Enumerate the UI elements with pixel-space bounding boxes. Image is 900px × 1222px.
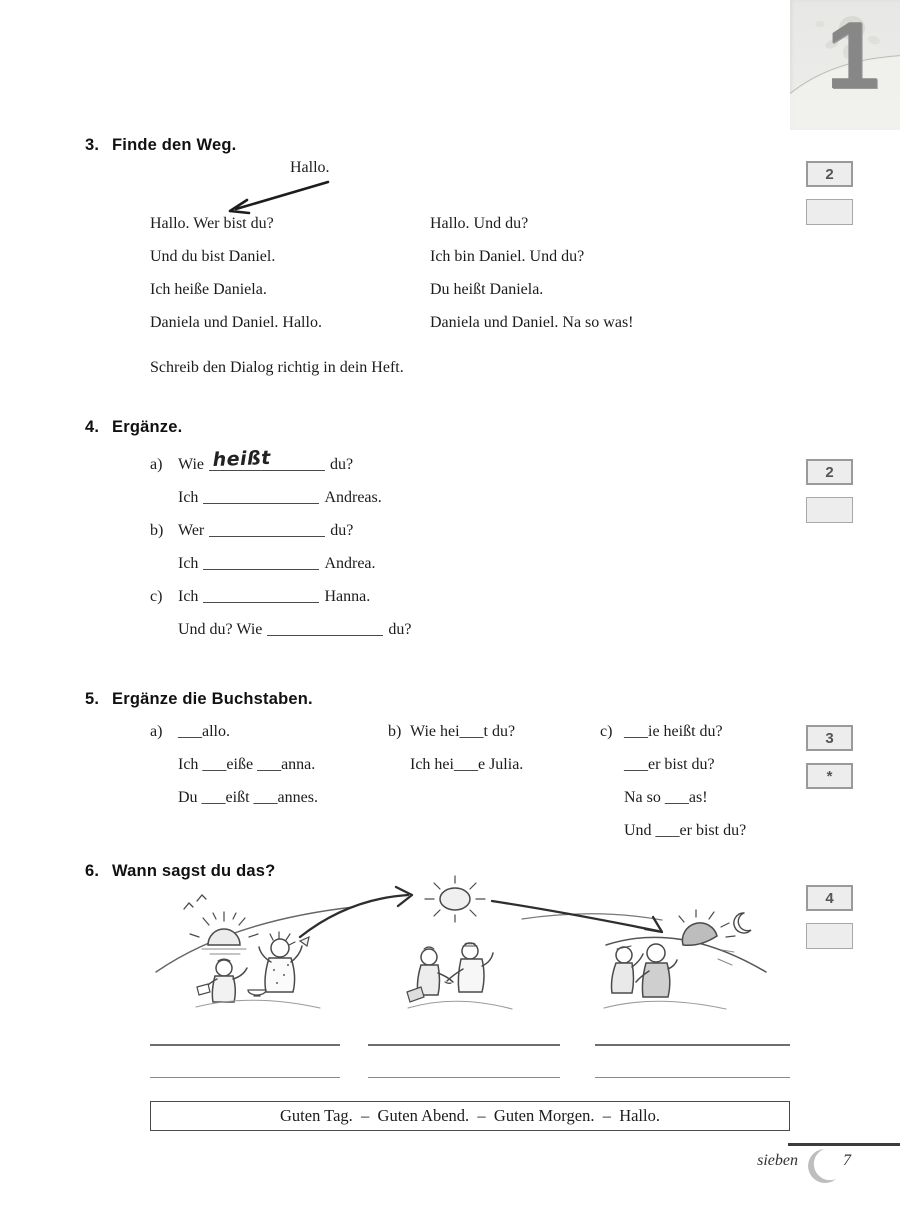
line-text: Und du? Wie: [178, 621, 263, 638]
answer-line: [150, 1077, 340, 1078]
briefcase-icon: [407, 987, 424, 1002]
line-text: Ich: [178, 555, 199, 572]
chapter-tab: [790, 0, 900, 130]
line-text: du?: [388, 621, 412, 638]
answer-line: [595, 1044, 790, 1046]
exercise-title: Ergänze die Buchstaben.: [112, 690, 313, 708]
line-text: ___ie heißt du?: [624, 723, 723, 740]
item-label: b): [150, 522, 164, 539]
dialog-line: Und du bist Daniel.: [150, 248, 276, 265]
fill-in-line: [150, 555, 376, 573]
score-box-ex5: 3: [806, 725, 853, 751]
sunrise-illustration: [156, 895, 354, 1008]
dialog-line: Hallo. Und du?: [430, 215, 529, 232]
letter-line: [150, 723, 230, 741]
exercise-5-heading: [85, 690, 845, 709]
bowl-icon: [248, 990, 266, 996]
item-label: b): [388, 723, 402, 740]
dialog-line: Ich heiße Daniela.: [150, 281, 267, 298]
bonus-star-box: *: [806, 763, 853, 789]
setting-sun-icon: [682, 923, 717, 945]
fill-in-line: [150, 446, 354, 474]
exercise-number: 4.: [85, 418, 100, 436]
line-text: ___allo.: [178, 723, 230, 740]
rising-sun-icon: [208, 929, 240, 945]
cup-icon: [300, 937, 309, 946]
line-text: Andrea.: [324, 555, 376, 572]
blank-line: [209, 523, 325, 537]
fill-in-line: [150, 588, 370, 606]
fill-in-line: [150, 522, 353, 540]
letter-line: Ich hei___e Julia.: [410, 756, 524, 773]
fill-in-line: [150, 489, 382, 507]
line-text: Ich: [178, 588, 199, 605]
item-label: c): [150, 588, 163, 605]
exercise-number: 6.: [85, 862, 100, 880]
score-box-ex4: 2: [806, 459, 853, 485]
score-box-empty: [806, 199, 853, 225]
word-bank-box: Guten Tag. – Guten Abend. – Guten Morgen. – Hallo.: [150, 1101, 790, 1131]
score-box-empty: [806, 497, 853, 523]
exercise-3: [85, 136, 795, 386]
page-number: 7: [843, 1152, 851, 1169]
dialog-line: Hallo. Wer bist du?: [150, 215, 274, 232]
answer-line: [150, 1044, 340, 1046]
exercise-instruction: Schreib den Dialog richtig in dein Heft.: [150, 359, 404, 376]
dialog-line: Du heißt Daniela.: [430, 281, 544, 298]
chapter-number: 1: [826, 2, 880, 109]
time-of-day-illustrations: [140, 875, 790, 1030]
letter-line: Du ___eißt ___annes.: [178, 789, 318, 806]
score-box-empty: [806, 923, 853, 949]
dialog-line: Daniela und Daniel. Na so was!: [430, 314, 634, 331]
bird-icon: [184, 895, 206, 909]
exercise-number: 5.: [85, 690, 100, 708]
score-box-ex6: 4: [806, 885, 853, 911]
answer-line: [595, 1077, 790, 1078]
exercise-4-heading: [85, 418, 795, 437]
exercise-title: Finde den Weg.: [112, 136, 237, 154]
handshake: [445, 982, 451, 983]
line-text: Wie hei___t du?: [410, 723, 516, 740]
fill-in-line: [150, 621, 411, 639]
letter-line: Na so ___as!: [624, 789, 708, 806]
line-text: Wie: [178, 456, 205, 473]
blank-line: [209, 446, 325, 471]
handwritten-answer: heißt: [212, 446, 272, 471]
exercise-title: Ergänze.: [112, 418, 183, 436]
footer-rule: [788, 1143, 900, 1146]
page-word: sieben: [757, 1152, 798, 1169]
exercise-4: [85, 418, 795, 658]
arrow-icon: [210, 176, 335, 218]
letter-line: [600, 723, 723, 741]
blank-line: [203, 589, 319, 603]
exercise-3-heading: [85, 136, 795, 155]
exercise-title: Wann sagst du das?: [112, 862, 276, 880]
blank-line: [267, 622, 383, 636]
exercise-number: 3.: [85, 136, 100, 154]
item-label: a): [150, 723, 163, 740]
line-text: du?: [330, 522, 354, 539]
dialog-line: Daniela und Daniel. Hallo.: [150, 314, 322, 331]
line-text: du?: [330, 456, 354, 473]
letter-line: ___er bist du?: [624, 756, 715, 773]
line-text: Hanna.: [324, 588, 371, 605]
letter-line: Und ___er bist du?: [624, 822, 747, 839]
letter-line: [388, 723, 515, 741]
exercise-6: [85, 862, 845, 1152]
letter-line: Ich ___eiße ___anna.: [178, 756, 316, 773]
dialog-start-word: Hallo.: [290, 159, 330, 176]
noon-sun-icon: [440, 888, 470, 910]
dialog-line: Ich bin Daniel. Und du?: [430, 248, 585, 265]
score-box-ex3: 2: [806, 161, 853, 187]
item-label: c): [600, 723, 613, 740]
item-label: a): [150, 456, 163, 473]
line-text: Wer: [178, 522, 205, 539]
line-text: Andreas.: [324, 489, 382, 506]
answer-line: [368, 1077, 560, 1078]
line-text: Ich: [178, 489, 199, 506]
crescent-moon-icon: [734, 913, 751, 933]
blank-line: [203, 490, 319, 504]
answer-line: [368, 1044, 560, 1046]
blank-line: [203, 556, 319, 570]
paper-icon: [197, 984, 210, 995]
exercise-5: [85, 690, 845, 870]
